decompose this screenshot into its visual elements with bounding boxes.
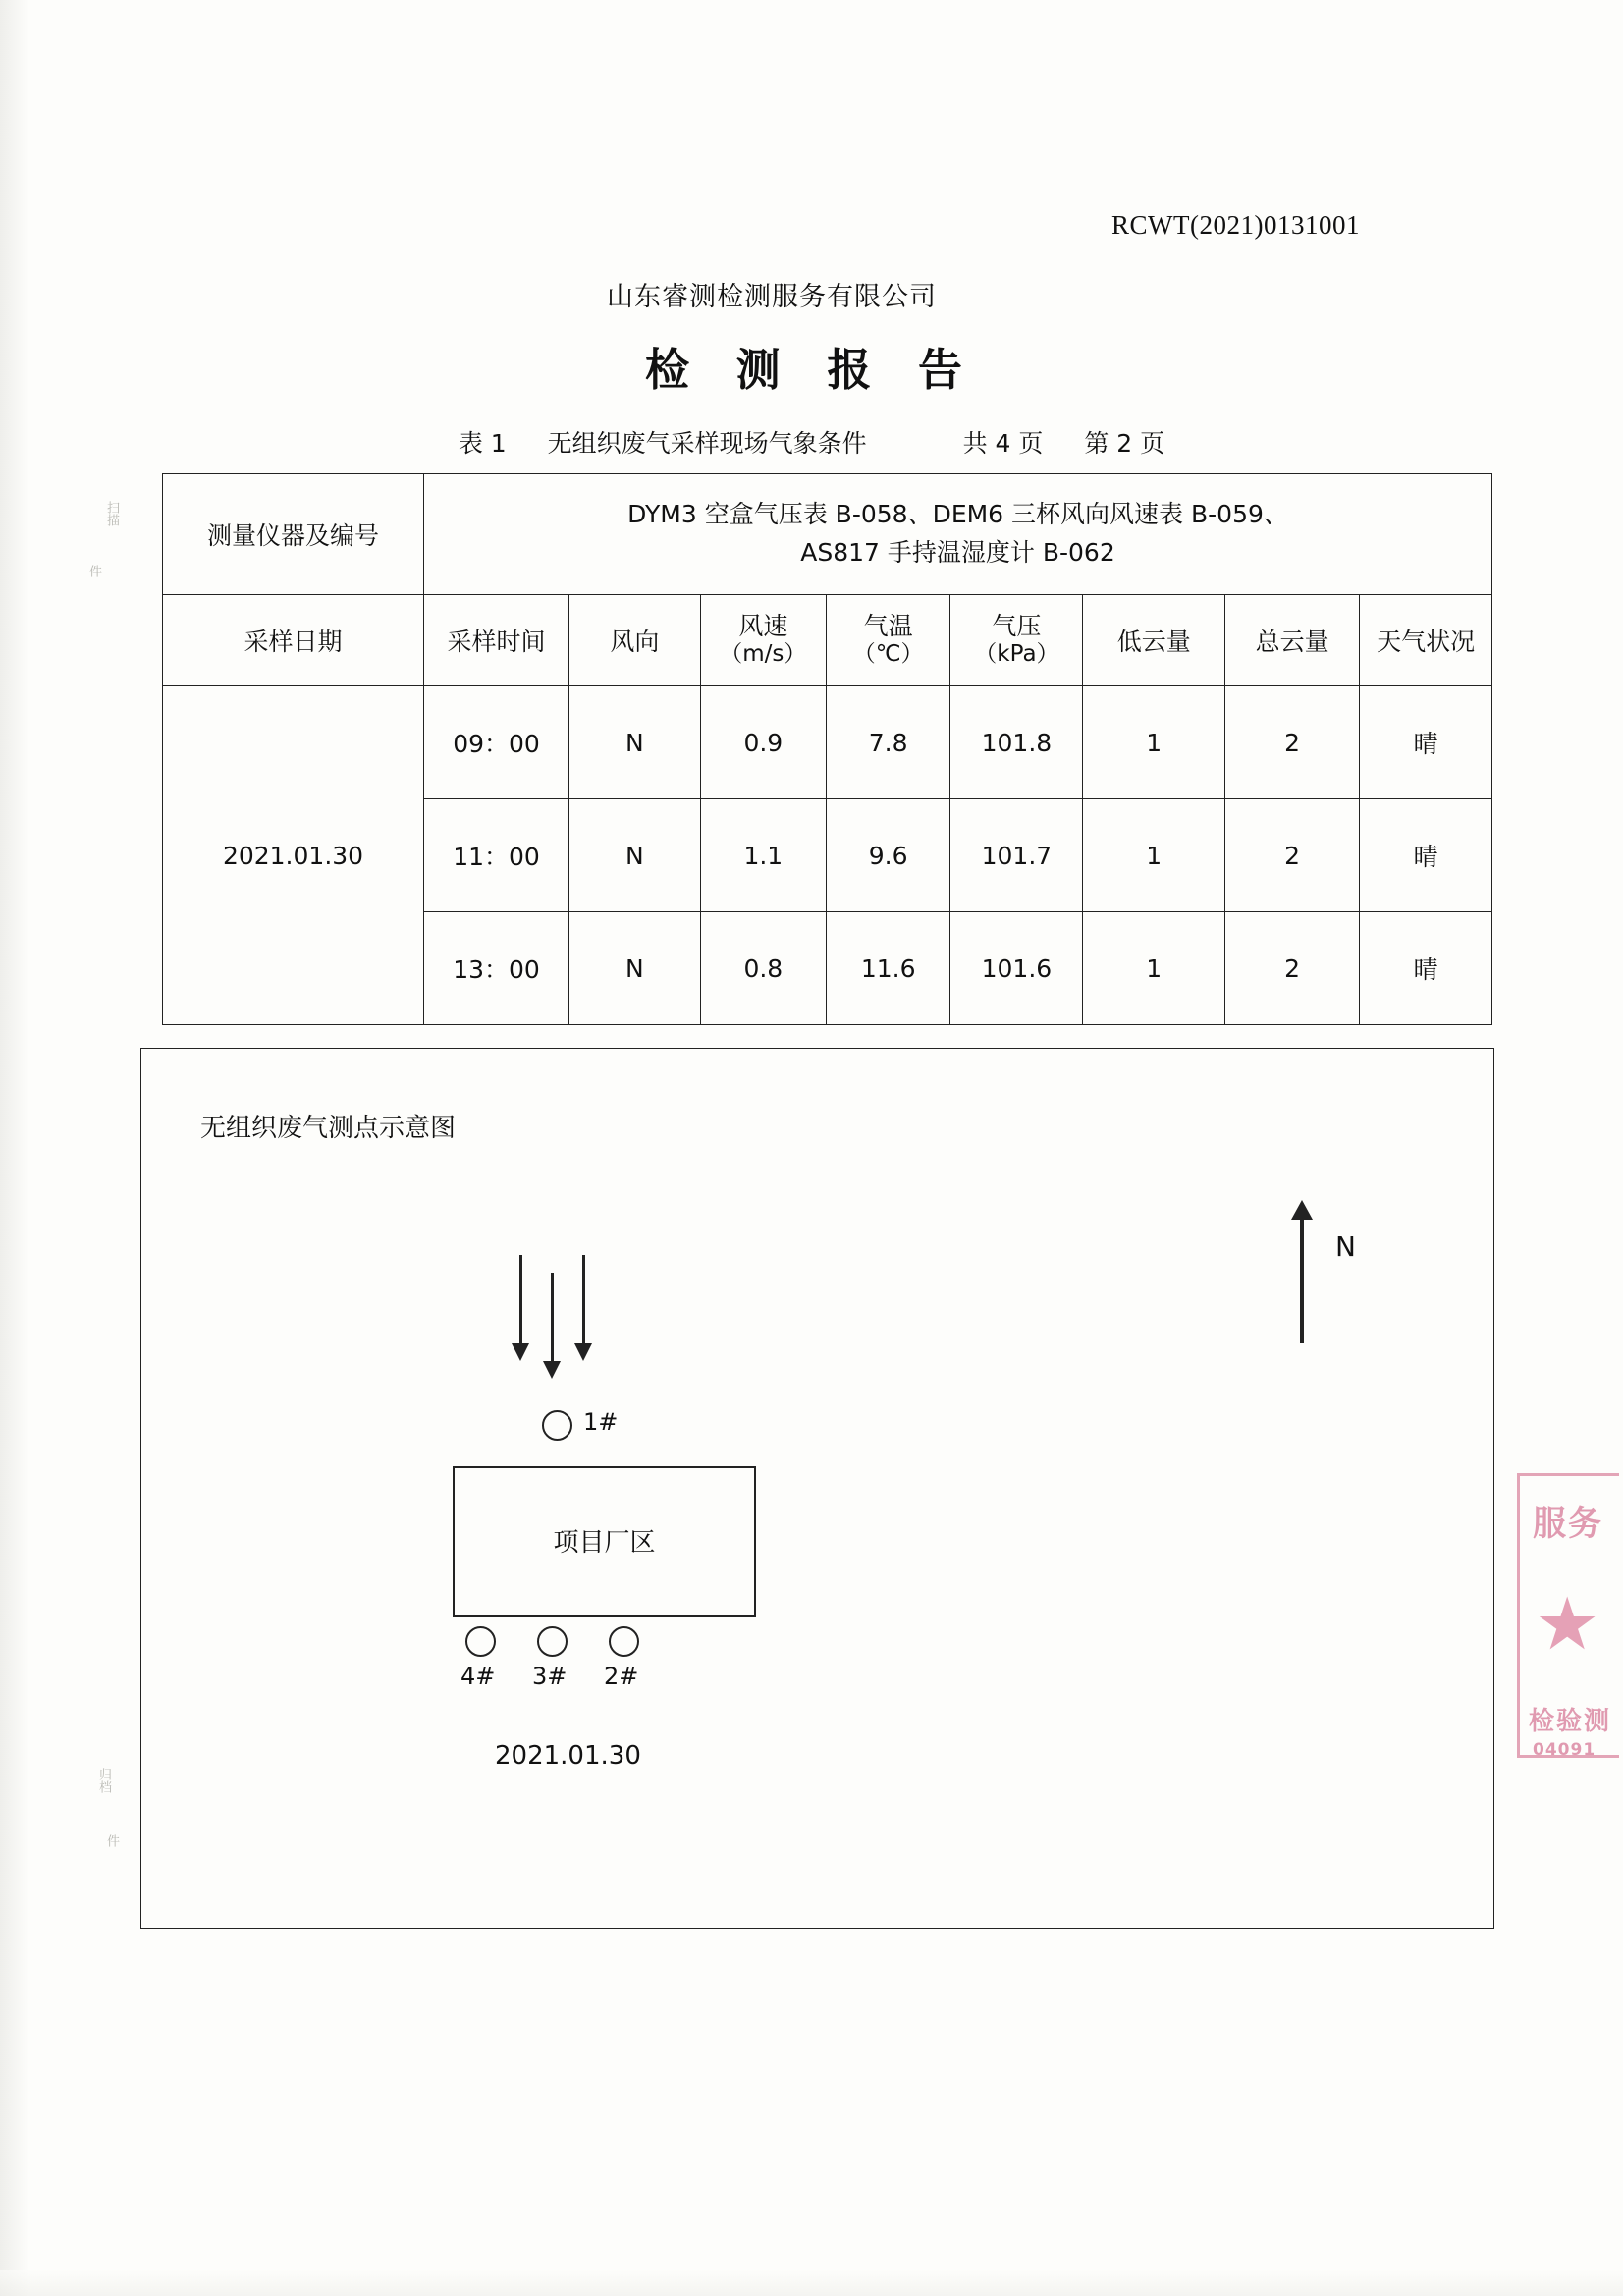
instrument-label: 测量仪器及编号 [163,474,424,595]
margin-note-2: 件 [86,565,101,577]
col-header-pressure-unit: （kPa） [974,641,1059,668]
sampling-point-label-1: 1# [583,1408,619,1436]
company-name: 山东睿测检测服务有限公司 [607,282,937,312]
sampling-point-marker-1 [542,1410,572,1441]
col-header-wind-speed-unit: （m/s） [720,641,807,668]
col-header-time: 采样时间 [424,595,569,686]
col-header-date: 采样日期 [163,595,424,686]
cell-total-cloud: 2 [1224,912,1359,1025]
wind-direction-arrow-icon [582,1255,585,1345]
table-header-row [163,595,1492,686]
cell-wind-direction: N [568,912,700,1025]
col-header-temperature-unit: （℃） [852,641,924,668]
cell-weather: 晴 [1360,912,1492,1025]
factory-area-box [453,1466,756,1617]
cell-sampling-date: 2021.01.30 [163,686,424,1025]
stamp-line-1: 服务 [1533,1504,1603,1544]
north-label: N [1335,1230,1356,1263]
cell-wind-direction: N [568,799,700,912]
cell-time: 11：00 [424,799,569,912]
current-page: 第 2 页 [1084,429,1165,458]
report-title: 检 测 报 告 [645,344,978,396]
scan-edge-bottom [0,2270,1623,2296]
sampling-point-marker-2 [609,1626,639,1657]
table-row [163,686,1492,799]
col-header-low-cloud: 低云量 [1083,595,1224,686]
cell-temperature: 7.8 [826,686,949,799]
sampling-point-marker-4 [465,1626,496,1657]
margin-note-3: 归档 [96,1768,111,1793]
instrument-row [163,474,1492,595]
sampling-point-label-2: 2# [604,1663,639,1690]
table-caption-row [0,424,1623,460]
margin-note-4: 件 [104,1834,119,1847]
sampling-point-label-4: 4# [460,1663,496,1690]
cell-wind-speed: 0.9 [700,686,826,799]
col-header-temperature [826,595,949,686]
stamp-line-3: 04091 [1533,1740,1596,1760]
col-header-pressure [950,595,1083,686]
col-header-pressure-l1: 气压 [992,612,1042,641]
total-pages: 共 4 页 [962,429,1044,458]
cell-pressure: 101.7 [950,799,1083,912]
factory-area-label: 项目厂区 [553,1528,656,1558]
sampling-point-diagram [140,1048,1494,1929]
cell-low-cloud: 1 [1083,799,1224,912]
col-header-temperature-l1: 气温 [863,612,913,641]
cell-low-cloud: 1 [1083,686,1224,799]
document-code: RCWT(2021)0131001 [1111,210,1360,240]
cell-total-cloud: 2 [1224,799,1359,912]
star-icon: ★ [1535,1585,1600,1666]
official-stamp [1499,1473,1617,1758]
sampling-point-marker-3 [537,1626,568,1657]
cell-temperature: 11.6 [826,912,949,1025]
diagram-title: 无组织废气测点示意图 [200,1114,457,1143]
col-header-total-cloud: 总云量 [1224,595,1359,686]
cell-time: 13：00 [424,912,569,1025]
diagram-date: 2021.01.30 [495,1741,641,1771]
col-header-wind-direction: 风向 [568,595,700,686]
cell-time: 09：00 [424,686,569,799]
col-header-wind-speed-l1: 风速 [738,612,788,641]
north-arrow-icon [1300,1216,1304,1343]
stamp-line-2: 检验测 [1529,1707,1612,1736]
cell-wind-direction: N [568,686,700,799]
cell-pressure: 101.8 [950,686,1083,799]
cell-pressure: 101.6 [950,912,1083,1025]
cell-weather: 晴 [1360,686,1492,799]
sampling-point-label-3: 3# [532,1663,568,1690]
table-caption: 无组织废气采样现场气象条件 [547,429,867,458]
cell-wind-speed: 1.1 [700,799,826,912]
instrument-line-1: DYM3 空盒气压表 B-058、DEM6 三杯风向风速表 B-059、 [627,500,1288,529]
wind-direction-arrow-icon [519,1255,522,1345]
cell-weather: 晴 [1360,799,1492,912]
wind-direction-arrow-icon [551,1273,554,1363]
cell-temperature: 9.6 [826,799,949,912]
cell-wind-speed: 0.8 [700,912,826,1025]
table-number: 表 1 [458,429,507,458]
col-header-weather: 天气状况 [1360,595,1492,686]
instrument-value [424,474,1492,595]
cell-total-cloud: 2 [1224,686,1359,799]
meteorology-table [162,473,1492,1025]
col-header-wind-speed [700,595,826,686]
instrument-line-2: AS817 手持温湿度计 B-062 [800,538,1115,567]
cell-low-cloud: 1 [1083,912,1224,1025]
margin-note-1: 扫描 [104,501,119,526]
